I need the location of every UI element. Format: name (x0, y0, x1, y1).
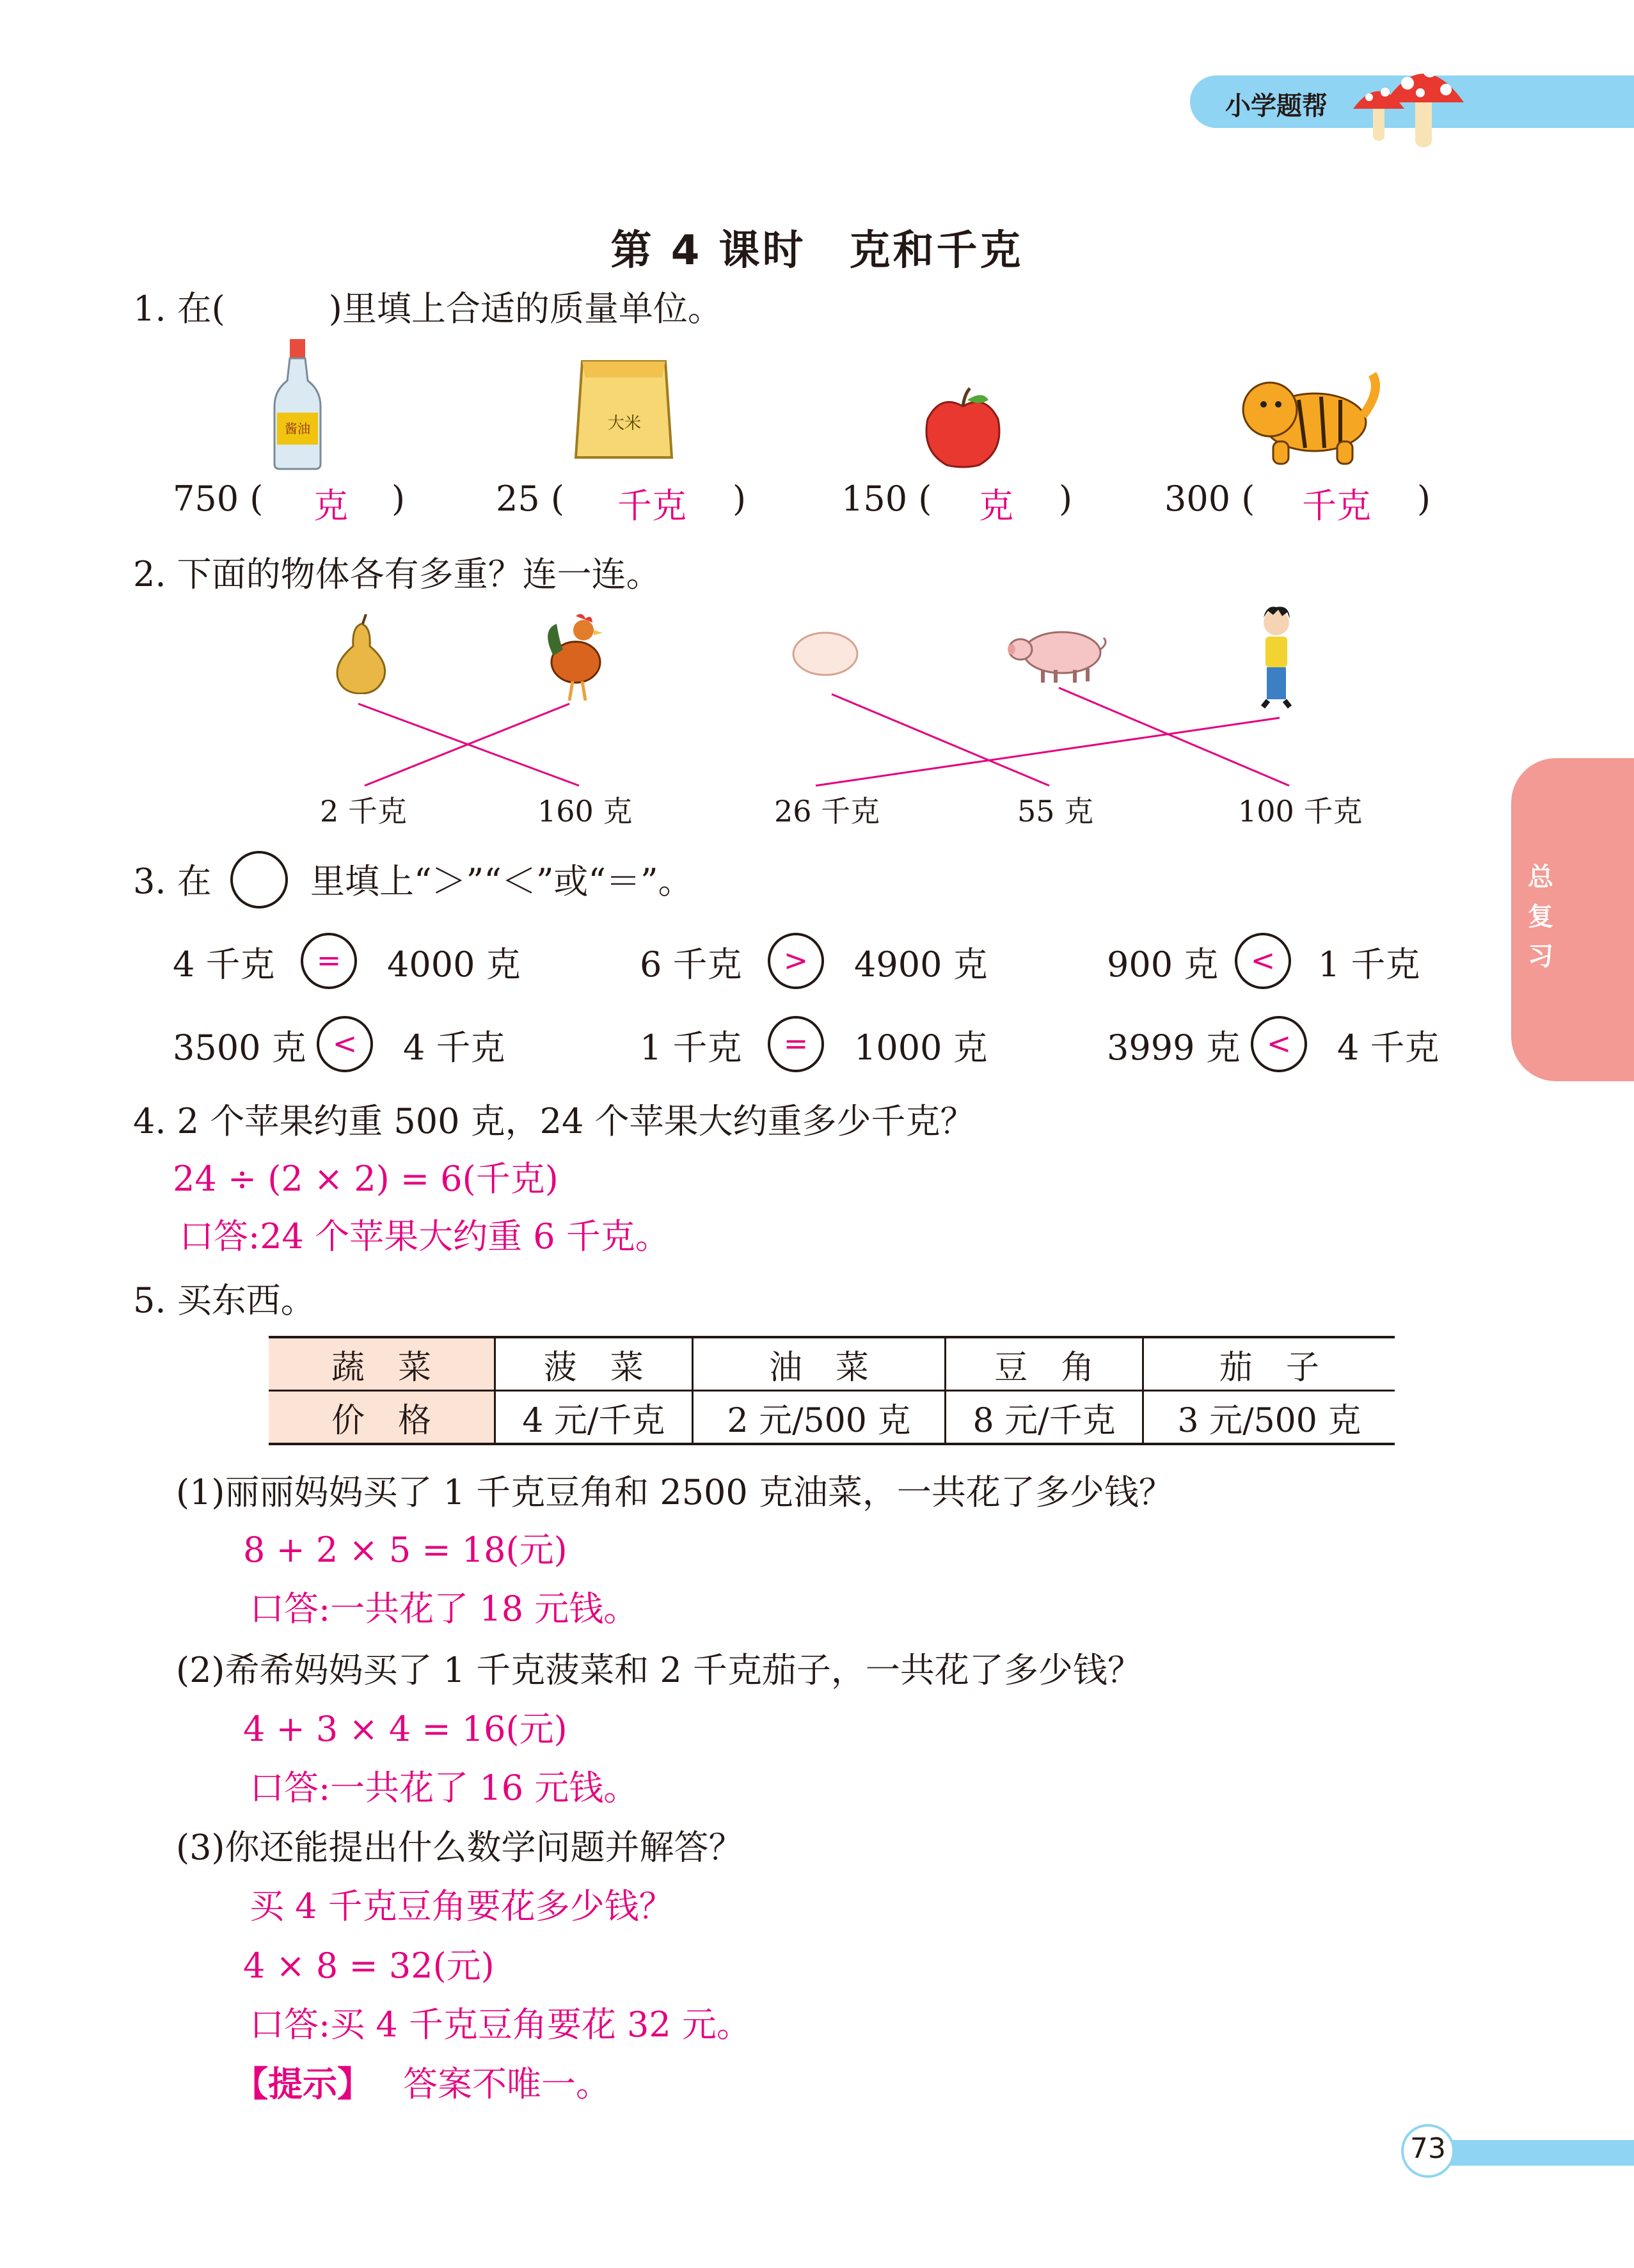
cmp-r2c3-sign: < (1251, 1016, 1307, 1072)
page-number: 73 (1410, 2132, 1446, 2165)
cmp-r1c1-sign: = (301, 933, 357, 989)
q5-sub1-answer: 口答:一共花了 18 元钱。 (250, 1589, 639, 1629)
section-tab-label: 总复习 (1528, 862, 1553, 971)
q1-item-1-close: ) (392, 479, 406, 519)
question-3-prompt-pre: 3. 在 (133, 861, 212, 901)
q1-item-2-close: ) (733, 479, 747, 519)
q5-sub2-formula: 4 + 3 × 4 = 16(元) (243, 1709, 567, 1749)
q1-item-1-answer: 克 (313, 486, 348, 526)
question-2-prompt: 2. 下面的物体各有多重？连一连。 (133, 554, 661, 594)
table-cell: 8 元/千克 (946, 1391, 1143, 1445)
q5-sub3-answer: 口答:买 4 千克豆角要花 32 元。 (250, 2004, 751, 2045)
brand-label: 小学题帮 (1225, 91, 1328, 121)
page-number-bar (1440, 2140, 1634, 2166)
q5-sub1-question: (1)丽丽妈妈买了 1 千克豆角和 2500 克油菜，一共花了多少钱？ (176, 1472, 1173, 1512)
question-3-prompt-post: 里填上“＞”“＜”或“＝”。 (310, 861, 693, 901)
table-cell: 2 元/500 克 (692, 1391, 946, 1445)
weight-label-4: 55 克 (1017, 794, 1094, 829)
cmp-r2c2-sign: = (768, 1016, 824, 1072)
cmp-r1c1-right: 4000 克 (387, 944, 521, 985)
q1-item-4-answer: 千克 (1302, 486, 1371, 526)
cmp-r1c3-sign: < (1235, 933, 1291, 989)
q1-item-2-answer: 千克 (617, 486, 686, 526)
table-header-cell: 豆 角 (946, 1337, 1143, 1391)
example-circle (230, 851, 288, 908)
question-5-prompt: 5. 买东西。 (133, 1280, 315, 1320)
weight-label-2: 160 克 (537, 794, 633, 829)
table-cell: 4 元/千克 (495, 1391, 693, 1445)
cmp-r2c3-left: 3999 克 (1107, 1027, 1241, 1068)
cmp-r1c3-right: 1 千克 (1318, 944, 1420, 985)
q1-item-4-close: ) (1417, 479, 1431, 519)
q1-item-3-answer: 克 (979, 486, 1013, 526)
cmp-r2c2-right: 1000 克 (854, 1027, 988, 1068)
hint-label: 【提示】 (234, 2064, 372, 2104)
q1-item-3-value: 150 ( (841, 479, 932, 519)
q5-sub2-question: (2)希希妈妈买了 1 千克菠菜和 2 千克茄子，一共花了多少钱？ (176, 1650, 1142, 1690)
q5-sub3-extra-question: 买 4 千克豆角要花多少钱？ (250, 1886, 674, 1926)
rice-bag-label: 大米 (608, 414, 642, 433)
page-title: 第 4 课时 克和千克 (610, 227, 1024, 274)
weight-label-5: 100 千克 (1238, 794, 1363, 829)
table-header-cell: 茄 子 (1143, 1337, 1395, 1391)
cmp-r2c3-right: 4 千克 (1337, 1027, 1440, 1068)
q4-formula: 24 ÷ (2 × 2) = 6(千克) (173, 1159, 559, 1199)
q5-sub3-question: (3)你还能提出什么数学问题并解答？ (176, 1827, 743, 1868)
cmp-r1c2-sign: > (768, 933, 824, 989)
cmp-r2c1-left: 3500 克 (173, 1027, 306, 1068)
weight-label-3: 26 千克 (774, 794, 880, 829)
table-header-cell: 菠 菜 (495, 1337, 693, 1391)
bottle-label: 酱油 (285, 421, 310, 436)
table-row (269, 1391, 1395, 1445)
cmp-r1c1-left: 4 千克 (173, 944, 275, 985)
cmp-r2c2-left: 1 千克 (640, 1027, 742, 1068)
cmp-r1c2-left: 6 千克 (640, 944, 742, 985)
q5-sub2-answer: 口答:一共花了 16 元钱。 (250, 1768, 639, 1808)
question-4-prompt: 4. 2 个苹果约重 500 克，24 个苹果大约重多少千克？ (133, 1101, 975, 1141)
q5-sub1-formula: 8 + 2 × 5 = 18(元) (243, 1530, 567, 1570)
cmp-r2c1-sign: < (317, 1016, 373, 1072)
table-header-cell: 油 菜 (692, 1337, 946, 1391)
weight-label-1: 2 千克 (320, 794, 407, 829)
q5-sub3-formula: 4 × 8 = 32(元) (243, 1946, 495, 1986)
cmp-r1c3-left: 900 克 (1107, 944, 1219, 985)
q1-item-2-value: 25 ( (496, 479, 564, 519)
cmp-r2c1-right: 4 千克 (403, 1027, 505, 1068)
q1-item-1-value: 750 ( (173, 479, 264, 519)
table-header-cell: 蔬 菜 (269, 1337, 495, 1391)
cmp-r1c2-right: 4900 克 (854, 944, 988, 985)
table-cell: 3 元/500 克 (1143, 1391, 1395, 1445)
table-cell: 价 格 (269, 1391, 495, 1445)
q1-item-3-close: ) (1059, 479, 1073, 519)
matching-lines (0, 0, 1634, 832)
hint-text: 答案不唯一。 (403, 2064, 610, 2104)
q4-answer: 口答:24 个苹果大约重 6 千克。 (179, 1216, 670, 1257)
table-row (269, 1337, 1395, 1391)
price-table (269, 1336, 1395, 1445)
q1-item-4-value: 300 ( (1164, 479, 1255, 519)
question-1-prompt: 1. 在( )里填上合适的质量单位。 (133, 289, 722, 329)
